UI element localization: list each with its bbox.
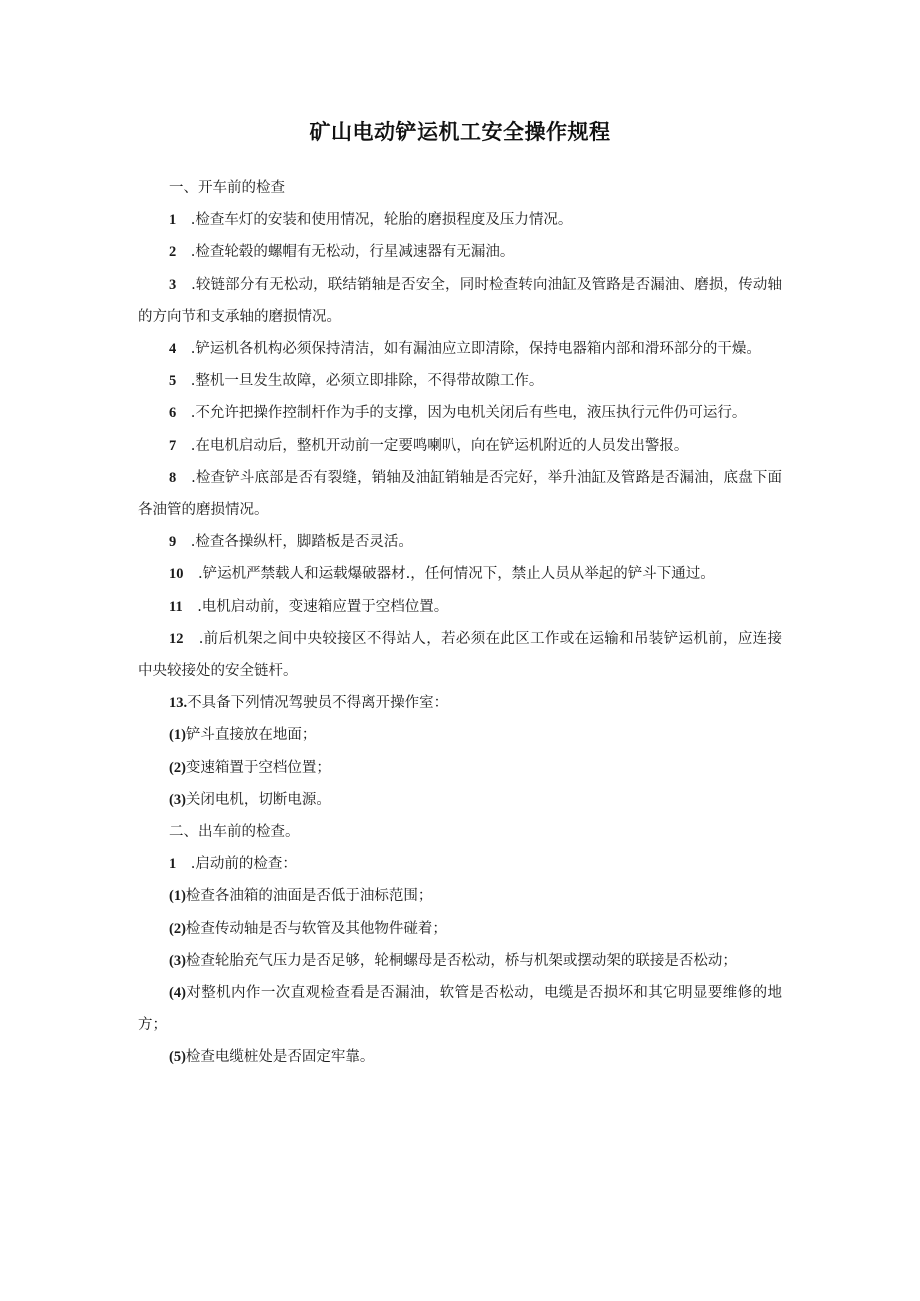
item-number: (2)	[169, 759, 186, 776]
item-number: (2)	[169, 920, 186, 937]
paragraph-text: 变速箱置于空档位置；	[185, 759, 331, 776]
sub-item-paragraph	[138, 1041, 782, 1073]
paragraph-text: .电机启动前，变速箱应置于空档位置。	[197, 598, 449, 615]
item-number: 12	[169, 630, 199, 647]
item-number: 9	[169, 534, 191, 551]
paragraph-text: .检查车灯的安装和使用情况，轮胎的磨损程度及压力情况。	[190, 212, 573, 229]
paragraph-text: .检查轮毂的螺帽有无松动，行星减速器有无漏油。	[190, 244, 515, 261]
item-number: 6	[169, 405, 191, 422]
paragraph-text: 检查轮胎充气压力是否足够，轮桐螺母是否松动，桥与机架或摆动架的联接是否松动；	[185, 952, 737, 969]
item-paragraph	[138, 397, 782, 429]
item-number: 3	[169, 276, 192, 293]
item-number: 13.	[169, 695, 188, 712]
item-number: 1	[169, 856, 191, 873]
document-title: 矿山电动铲运机工安全操作规程	[309, 120, 611, 144]
paragraph-text: .检查铲斗底部是否有裂缝，销轴及油缸销轴是否完好，举升油缸及管路是否漏油，底盘下面各油管的磨损情况。	[138, 469, 783, 519]
section-heading-1	[138, 172, 782, 204]
item-number: (1)	[169, 888, 186, 905]
paragraph-text: .铲运机严禁载人和运载爆破器材.，任何情况下，禁止人员从举起的铲斗下通过。	[198, 566, 715, 583]
item-paragraph	[138, 526, 782, 558]
item-number: 8	[169, 469, 192, 486]
paragraph-text: .在电机启动后，整机开动前一定要鸣喇叭，向在铲运机附近的人员发出警报。	[190, 437, 689, 454]
paragraph-text: .检查各操纵杆，脚踏板是否灵活。	[190, 534, 413, 551]
paragraph-text: 不具备下列情况驾驶员不得离开操作室：	[187, 695, 449, 712]
item-paragraph	[138, 236, 782, 268]
sub-item-paragraph	[138, 719, 782, 751]
paragraph-text: 检查各油箱的油面是否低于油标范围；	[185, 888, 433, 905]
item-paragraph	[138, 365, 782, 397]
item-number: 1	[169, 212, 191, 229]
item-paragraph	[138, 333, 782, 365]
item-paragraph	[138, 848, 782, 880]
paragraph-text: .启动前的检查：	[190, 856, 297, 873]
paragraph-text: .不允许把操作控制杆作为手的支撑，因为电机关闭后有些电，液压执行元件仍可运行。	[190, 405, 747, 422]
item-number: (3)	[169, 791, 186, 808]
sub-item-paragraph	[138, 752, 782, 784]
paragraph-text: 二、出车前的检查。	[169, 824, 300, 841]
paragraph-text: .铲运机各机构必须保持清洁，如有漏油应立即清除，保持电器箱内部和滑环部分的干燥。	[190, 341, 761, 358]
item-number: (1)	[169, 727, 186, 744]
paragraph-text: 铲斗直接放在地面；	[185, 727, 317, 744]
sub-item-paragraph	[138, 913, 782, 945]
item-number: (3)	[169, 952, 186, 969]
paragraph-text: .前后机架之间中央较接区不得站人，若必须在此区工作或在运输和吊装铲运机前，应连接中央较接处的安全链杆。	[138, 630, 783, 680]
item-paragraph	[138, 687, 782, 719]
paragraph-text: 检查电缆桩处是否固定牢靠。	[185, 1049, 375, 1066]
item-number: (4)	[169, 985, 186, 1002]
document-body	[138, 172, 782, 1074]
item-paragraph	[138, 558, 782, 590]
item-number: 4	[169, 341, 191, 358]
sub-item-paragraph	[138, 784, 782, 816]
item-paragraph	[138, 430, 782, 462]
item-number: 5	[169, 373, 191, 390]
paragraph-text: 对整机内作一次直观检查看是否漏油，软管是否松动，电缆是否损坏和其它明显要维修的地方；	[138, 985, 782, 1034]
sub-item-paragraph	[138, 945, 782, 977]
item-paragraph	[138, 591, 782, 623]
sub-item-paragraph	[138, 880, 782, 912]
item-paragraph	[138, 462, 782, 526]
item-number: 11	[169, 598, 198, 615]
item-number: (5)	[169, 1049, 186, 1066]
sub-item-paragraph	[138, 977, 782, 1041]
item-paragraph	[138, 623, 782, 687]
paragraph-text: .整机一旦发生故障，必须立即排除，不得带故隙工作。	[190, 373, 544, 390]
paragraph-text: 检查传动轴是否与软管及其他物件碰着；	[185, 920, 447, 937]
item-number: 2	[169, 244, 191, 261]
paragraph-text: .较链部分有无松动，联结销轴是否安全，同时检查转向油缸及管路是否漏油、磨损，传动轴的方向节和支承轴的磨损情况。	[138, 276, 783, 325]
item-number: 10	[169, 566, 198, 583]
item-paragraph	[138, 269, 782, 333]
item-number: 7	[169, 437, 191, 454]
item-paragraph	[138, 204, 782, 236]
paragraph-text: 关闭电机，切断电源。	[185, 791, 331, 808]
section-heading-2	[138, 816, 782, 848]
paragraph-text: 一、开车前的检查	[169, 180, 285, 196]
